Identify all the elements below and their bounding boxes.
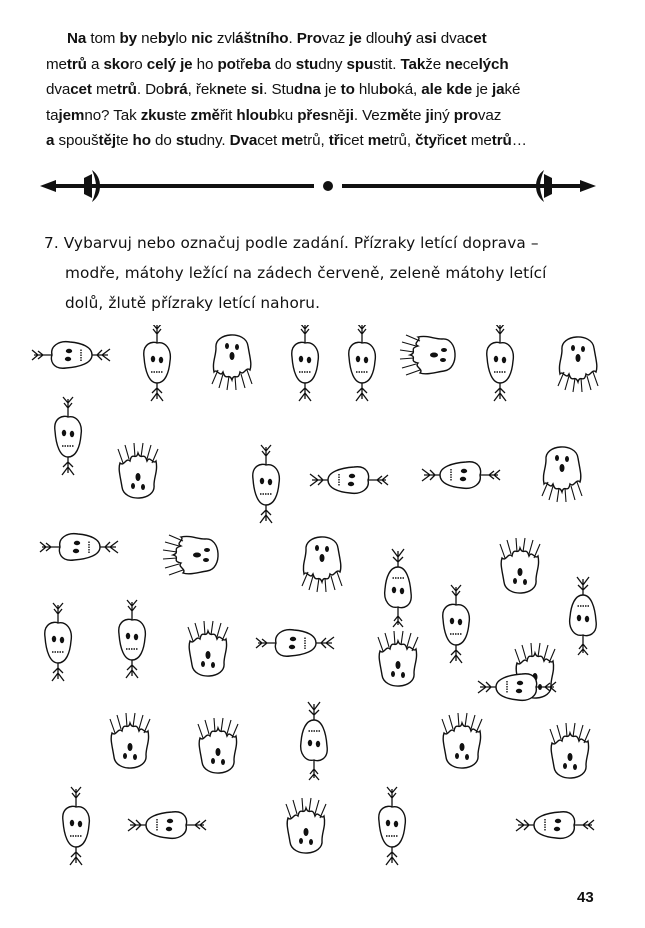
prizrak-icon[interactable] xyxy=(550,723,590,778)
prizrak-icon[interactable] xyxy=(302,537,342,592)
story-line: tajemno? Tak zkuste změřit hloubku přesněji. Vezměte jiný provaz xyxy=(46,106,502,124)
task-line: modře, mátohy ležící na zádech červeně, zeleně mátohy letící xyxy=(65,264,547,282)
matoha-icon[interactable] xyxy=(128,812,206,839)
prizrak-icon[interactable] xyxy=(558,337,598,392)
matoha-icon[interactable] xyxy=(144,325,171,401)
prizrak-icon[interactable] xyxy=(163,535,218,575)
task-line: 7. Vybarvuj nebo označuj podle zadání. Přízraky letící doprava – xyxy=(44,234,539,252)
matoha-icon[interactable] xyxy=(45,603,72,681)
ornamental-divider xyxy=(40,166,596,208)
prizrak-icon[interactable] xyxy=(542,447,582,502)
matoha-icon[interactable] xyxy=(570,577,597,655)
story-line: Na tom by nebylo nic zvláštního. Provaz je dlouhý asi dvacet xyxy=(67,30,487,47)
prizrak-icon[interactable] xyxy=(286,798,326,853)
matoha-icon[interactable] xyxy=(253,445,280,523)
story-line: a spouštějte ho do studny. Dvacet metrů, třicet metrů, čtyřicet metrů… xyxy=(46,132,527,149)
prizrak-icon[interactable] xyxy=(212,335,252,390)
matoha-icon[interactable] xyxy=(516,812,594,839)
matoha-icon[interactable] xyxy=(385,549,412,627)
matoha-icon[interactable] xyxy=(119,600,146,678)
prizrak-icon[interactable] xyxy=(188,621,228,676)
matoha-icon[interactable] xyxy=(310,467,388,494)
matoha-icon[interactable] xyxy=(443,585,470,663)
matoha-icon[interactable] xyxy=(32,342,110,369)
prizrak-icon[interactable] xyxy=(378,631,418,686)
matoha-icon[interactable] xyxy=(40,534,118,561)
matoha-icon[interactable] xyxy=(292,325,319,401)
ghost-field xyxy=(0,325,645,885)
story-paragraph xyxy=(46,26,618,154)
prizrak-icon[interactable] xyxy=(110,713,150,768)
prizrak-icon[interactable] xyxy=(442,713,482,768)
matoha-icon[interactable] xyxy=(256,630,334,657)
matoha-icon[interactable] xyxy=(55,397,82,475)
matoha-icon[interactable] xyxy=(63,787,90,865)
task-instructions xyxy=(44,228,604,318)
matoha-icon[interactable] xyxy=(379,787,406,865)
matoha-icon[interactable] xyxy=(301,702,328,780)
matoha-icon[interactable] xyxy=(349,325,376,401)
story-line: metrů a skoro celý je ho potřeba do studny spustit. Takže necelých xyxy=(46,55,509,73)
story-line: dvacet metrů. Dobrá, řeknete si. Studna je to hluboká, ale kde je jaké xyxy=(46,81,521,98)
prizrak-icon[interactable] xyxy=(400,335,455,375)
page-number: 43 xyxy=(577,889,594,906)
matoha-icon[interactable] xyxy=(487,325,514,401)
matoha-icon[interactable] xyxy=(422,462,500,489)
task-line: dolů, žlutě přízraky letící nahoru. xyxy=(65,294,321,312)
prizrak-icon[interactable] xyxy=(500,538,540,593)
prizrak-icon[interactable] xyxy=(198,718,238,773)
prizrak-icon[interactable] xyxy=(118,443,158,498)
